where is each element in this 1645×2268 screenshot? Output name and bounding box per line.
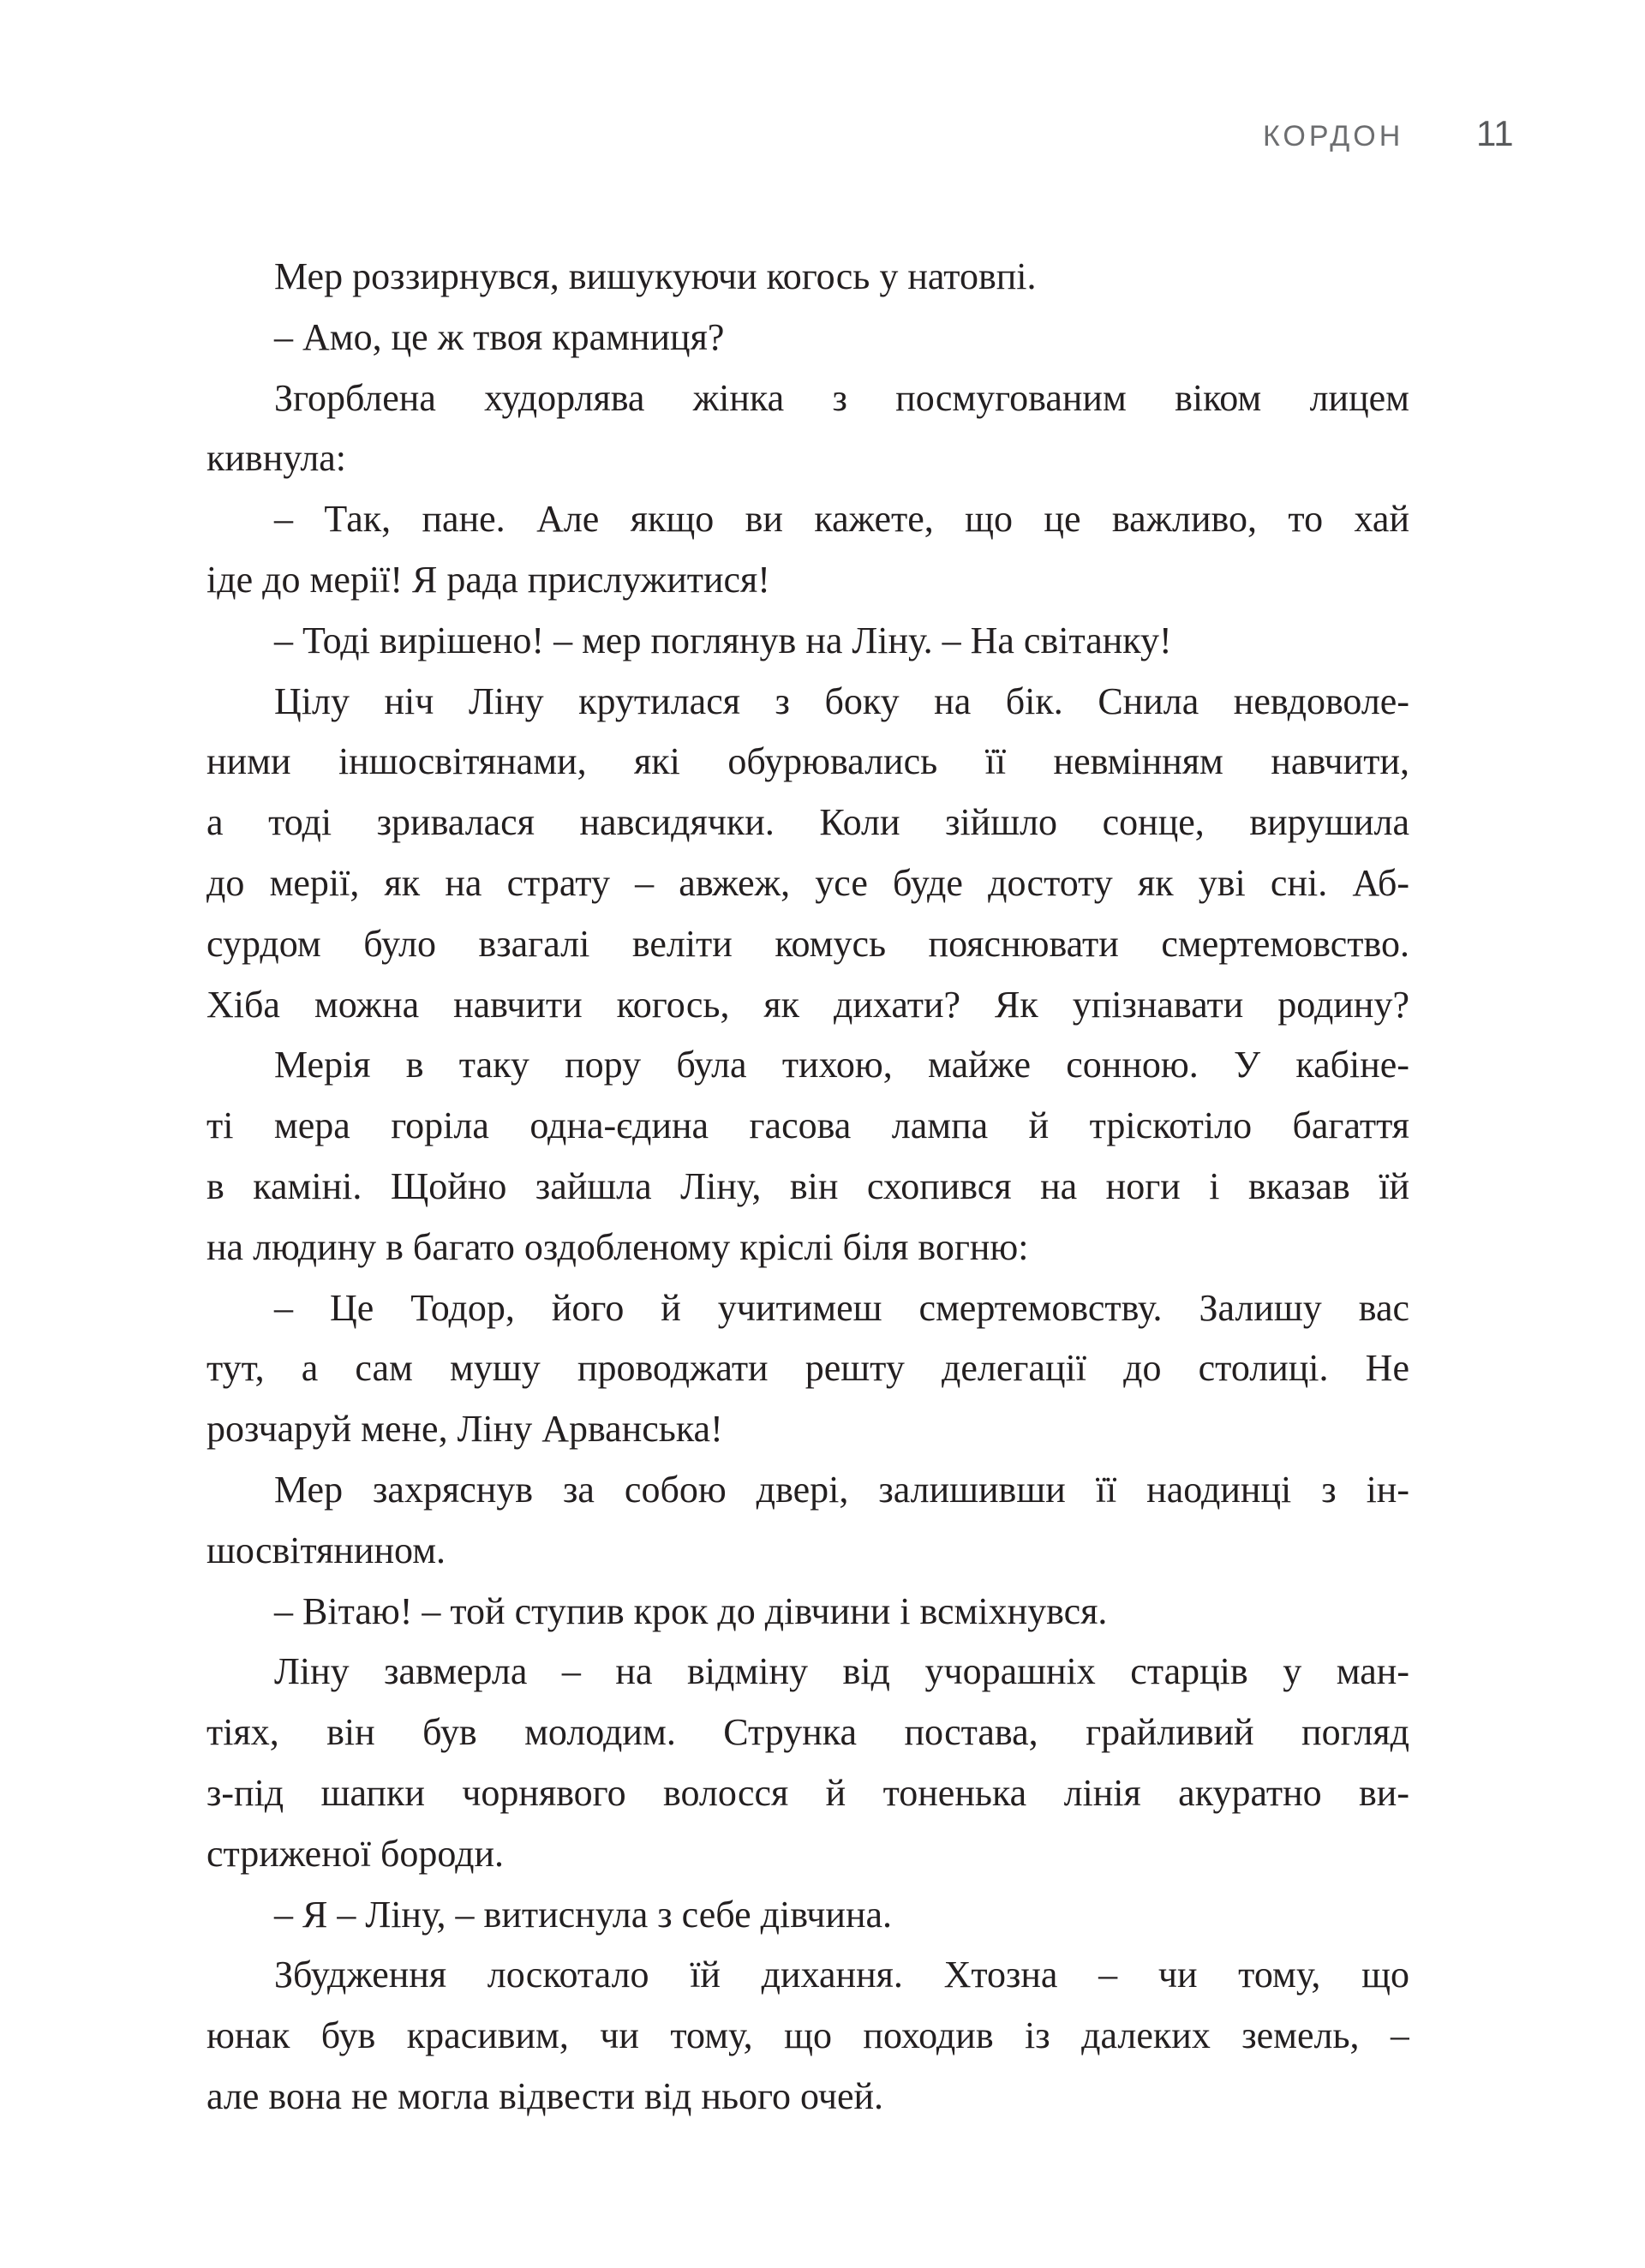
paragraph-line: але вона не могла відвести від нього очей.: [206, 2074, 884, 2117]
paragraph-line: Мер захряснув за собою двері, залишивши її наодинці з ін-: [274, 1468, 1409, 1511]
running-head: [1234, 110, 1514, 161]
paragraph-line: на людину в багато оздобленому кріслі біля вогню:: [206, 1225, 1029, 1268]
paragraph-line: шосвітянином.: [206, 1529, 446, 1571]
paragraph-line: розчаруй мене, Ліну Арванська!: [206, 1408, 723, 1451]
paragraph-line: Збудження лоскотало їй дихання. Хтозна – чи тому, що: [274, 1954, 1409, 1996]
paragraph-line: Мерія в таку пору була тихою, майже сонною. У кабіне-: [274, 1044, 1409, 1086]
paragraph-line: з-під шапки чорнявого волосся й тоненька лінія акуратно ви-: [206, 1771, 1409, 1814]
paragraph-line: – Я – Ліну, – витиснула з себе дівчина.: [274, 1893, 893, 1936]
paragraph-line: тут, а сам мушу проводжати решту делегації до столиці. Не: [206, 1347, 1409, 1390]
paragraph-line: Згорблена худорлява жінка з посмугованим віком лицем: [274, 376, 1409, 419]
paragraph-line: іде до мерії! Я рада прислужитися!: [206, 558, 770, 601]
paragraph-line: – Так, пане. Але якщо ви кажете, що це важливо, то хай: [274, 498, 1409, 541]
paragraph-line: – Це Тодор, його й учитимеш смертемовству. Залишу вас: [274, 1286, 1409, 1329]
paragraph-line: – Амо, це ж твоя крамниця?: [274, 315, 725, 358]
paragraph-line: – Тоді вирішено! – мер поглянув на Ліну. – На світанку!: [274, 619, 1172, 661]
paragraph-line: Мер роззирнувся, вишукуючи когось у натовпі.: [274, 255, 1037, 297]
page-number: 11: [1476, 113, 1514, 153]
paragraph-line: до мерії, як на страту – авжеж, усе буде достоту як уві сні. Аб-: [206, 861, 1409, 904]
paragraph-line: ті мера горіла одна-єдина гасова лампа й тріскотіло багаття: [206, 1104, 1409, 1147]
paragraph-line: юнак був красивим, чи тому, що походив із далеких земель, –: [206, 2014, 1409, 2057]
paragraph-line: в каміні. Щойно зайшла Ліну, він схопився на ноги і вказав їй: [206, 1164, 1409, 1207]
paragraph-line: сурдом було взагалі веліти комусь пояснювати смертемовство.: [206, 922, 1409, 965]
paragraph-line: – Вітаю! – той ступив крок до дівчини і всміхнувся.: [274, 1589, 1108, 1632]
paragraph-line: Цілу ніч Ліну крутилася з боку на бік. Снила невдоволе-: [274, 679, 1409, 722]
body-text: [206, 247, 1409, 2127]
paragraph-line: а тоді зривалася навсидячки. Коли зійшло сонце, вирушила: [206, 801, 1409, 844]
paragraph-line: ними іншосвітянами, які обурювались її невмінням навчити,: [206, 740, 1409, 783]
paragraph-line: Хіба можна навчити когось, як дихати? Як упізнавати родину?: [206, 983, 1409, 1026]
paragraph-line: кивнула:: [206, 437, 347, 480]
paragraph-line: тіях, він був молодим. Струнка постава, грайливий погляд: [206, 1711, 1409, 1754]
chapter-title: КОРДОН: [1263, 120, 1404, 153]
paragraph-line: стриженої бороди.: [206, 1832, 505, 1875]
paragraph-line: Ліну завмерла – на відміну від учорашніх старців у ман-: [274, 1650, 1409, 1693]
